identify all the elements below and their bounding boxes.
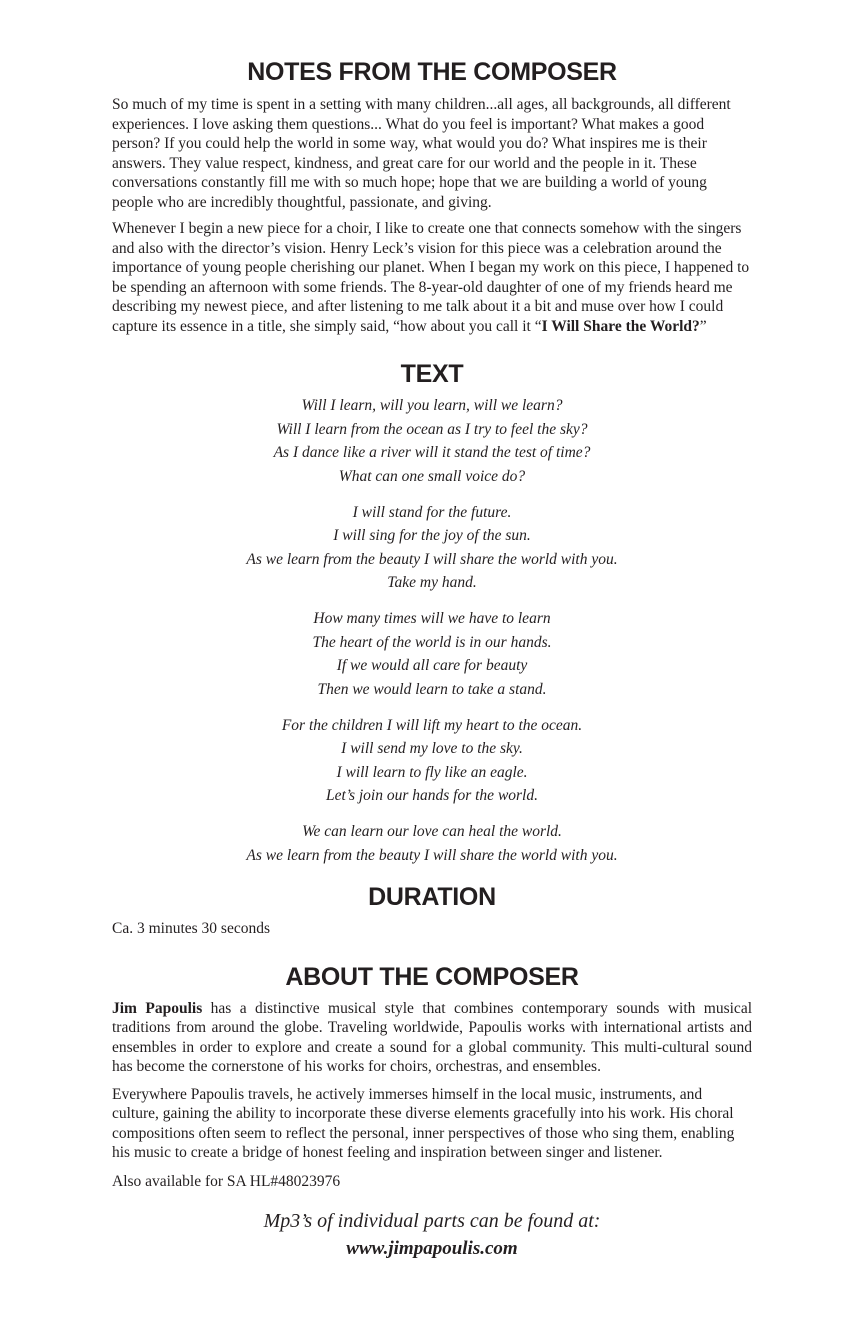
website-link[interactable]: www.jimpapoulis.com bbox=[346, 1238, 518, 1259]
mp3-note: Mp3’s of individual parts can be found at: bbox=[263, 1210, 601, 1232]
stanza-2 bbox=[112, 501, 752, 595]
lyric-line: I will sing for the joy of the sun. bbox=[333, 527, 531, 544]
lyric-line: As we learn from the beauty I will share the world with you. bbox=[246, 846, 618, 864]
notes-paragraph-2 bbox=[112, 219, 752, 336]
lyric-line: Take my hand. bbox=[387, 574, 477, 591]
lyric-line: Let’s join our hands for the world. bbox=[325, 787, 538, 804]
duration-value: Ca. 3 minutes 30 seconds bbox=[112, 920, 270, 937]
lyric-line: As we learn from the beauty I will share the world with you. bbox=[246, 550, 618, 568]
lyric-line: We can learn our love can heal the world. bbox=[302, 823, 562, 840]
lyric-line: Then we would learn to take a stand. bbox=[317, 680, 547, 698]
content bbox=[112, 56, 752, 1263]
notes-heading: NOTES FROM THE COMPOSER bbox=[247, 58, 617, 86]
text-heading: TEXT bbox=[400, 360, 464, 388]
closing-quote: ” bbox=[699, 317, 707, 335]
lyric-line: For the children I will lift my heart to the ocean. bbox=[281, 716, 583, 734]
lyric-line: Will I learn, will you learn, will we learn? bbox=[301, 397, 563, 414]
lyric-line: I will stand for the future. bbox=[352, 503, 512, 521]
about-paragraph-1 bbox=[112, 999, 752, 1077]
stanza-1 bbox=[112, 394, 752, 488]
piece-title: I Will Share the World? bbox=[541, 317, 700, 335]
lyric-line: What can one small voice do? bbox=[338, 467, 526, 485]
lyrics bbox=[112, 394, 752, 867]
lyric-line: I will learn to fly like an eagle. bbox=[336, 763, 528, 781]
about-heading: ABOUT THE COMPOSER bbox=[285, 962, 579, 991]
lyric-line: If we would all care for beauty bbox=[336, 657, 528, 674]
about-paragraph-2: Everywhere Papoulis travels, he actively immerses himself in the local music, instruments, and culture, gaining the ability to incorporate these diverse elements gracefully into his work. His choral compositions often seem to reflect the personal, inner perspectives of those who sing them, enabling his music to create a bridge of honest feeling and inspiration between singer and listener. bbox=[112, 1085, 735, 1161]
stanza-5 bbox=[112, 820, 752, 867]
stanza-3 bbox=[112, 607, 752, 701]
lyric-line: As I dance like a river will it stand the test of time? bbox=[273, 444, 591, 461]
lyric-line: How many times will we have to learn bbox=[313, 610, 551, 627]
stanza-4 bbox=[112, 714, 752, 808]
composer-name: Jim Papoulis bbox=[112, 999, 203, 1017]
lyric-line: Will I learn from the ocean as I try to feel the sky? bbox=[276, 420, 588, 438]
notes-paragraph-1: So much of my time is spent in a setting with many children...all ages, all backgrounds, all different experiences. I love asking them questions... What do you feel is important? What makes a good person? If you could help the world in some way, what would you do? What inspires me is their answers. They value respect, kindness, and great care for our world and the people in it. These conversations constantly fill me with so much hope; hope that we are building a world of young people who are incredibly thoughtful, passionate, and giving. bbox=[112, 96, 731, 211]
about-paragraph-1-text: has a distinctive musical style that combines contemporary sounds with musical traditions from around the globe. Traveling worldwide, Papoulis works with international artists and ensembles in order to explore and create a sound for a global community. This multi-cultural sound has become the cornerstone of his works for choirs, orchestras, and ensembles. bbox=[112, 999, 752, 1075]
notes-paragraph-2-text: Whenever I begin a new piece for a choir, I like to create one that connects somehow with the singers and also with the director’s vision. Henry Leck’s vision for this piece was a celebration around the importance of young people cherishing our planet. When I began my work on this piece, I happened to be spending an afternoon with some friends. The 8-year-old daughter of one of my friends heard me describing my newest piece, and after listening to me talk about it a bit and muse over how I could capture its essence in a title, she simply said, “how about you call it “ bbox=[112, 220, 750, 335]
duration-heading: DURATION bbox=[368, 883, 496, 911]
also-available: Also available for SA HL#48023976 bbox=[112, 1172, 341, 1190]
lyric-line: I will send my love to the sky. bbox=[341, 740, 523, 757]
lyric-line: The heart of the world is in our hands. bbox=[312, 633, 552, 651]
